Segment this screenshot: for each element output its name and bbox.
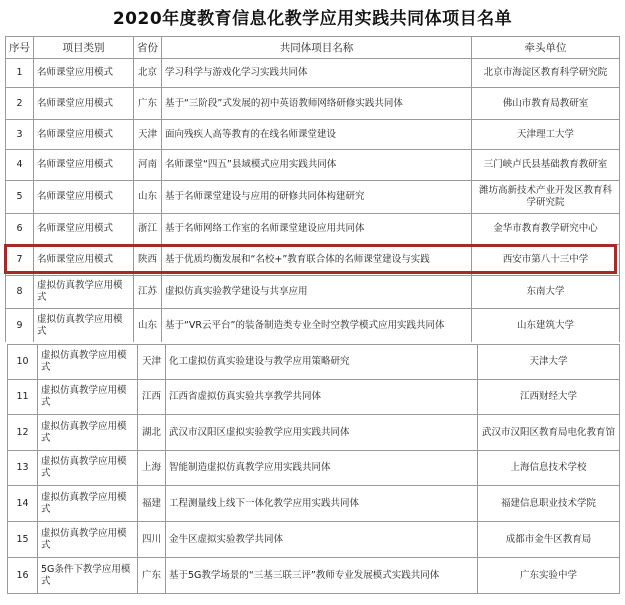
row-category: 名师课堂应用模式 <box>34 59 134 88</box>
row-category: 5G条件下教学应用模式 <box>38 558 138 594</box>
row-category: 名师课堂应用模式 <box>34 120 134 150</box>
row-lead-unit: 天津大学 <box>478 345 620 380</box>
row-number: 1 <box>6 59 34 88</box>
row-province: 上海 <box>138 451 166 486</box>
row-province: 福建 <box>138 486 166 522</box>
row-province: 山东 <box>134 181 162 214</box>
row-category: 名师课堂应用模式 <box>34 150 134 181</box>
row-category: 名师课堂应用模式 <box>34 181 134 214</box>
table-row <box>8 451 620 486</box>
row-project-name: 虚拟仿真实验教学建设与共享应用 <box>162 276 472 309</box>
row-category: 虚拟仿真教学应用模式 <box>38 486 138 522</box>
header-province: 省份 <box>134 37 162 59</box>
row-category: 虚拟仿真教学应用模式 <box>34 276 134 309</box>
row-project-name: 工程测量线上线下一体化教学应用实践共同体 <box>166 486 478 522</box>
row-lead-unit: 金华市教育教学研究中心 <box>472 214 620 245</box>
row-number: 9 <box>6 309 34 343</box>
table-row <box>8 558 620 594</box>
row-project-name: 学习科学与游戏化学习实践共同体 <box>162 59 472 88</box>
row-province: 河南 <box>134 150 162 181</box>
table-row <box>6 181 620 214</box>
row-lead-unit: 福建信息职业技术学院 <box>478 486 620 522</box>
row-number: 4 <box>6 150 34 181</box>
row-province: 山东 <box>134 309 162 343</box>
row-province: 江苏 <box>134 276 162 309</box>
row-lead-unit: 北京市海淀区教育科学研究院 <box>472 59 620 88</box>
row-category: 名师课堂应用模式 <box>34 214 134 245</box>
row-project-name: 基于名师网络工作室的名师课堂建设应用共同体 <box>162 214 472 245</box>
header-lead-unit: 牵头单位 <box>472 37 620 59</box>
table-row <box>6 88 620 120</box>
row-lead-unit: 佛山市教育局教研室 <box>472 88 620 120</box>
row-province: 天津 <box>138 345 166 380</box>
row-project-name: 名师课堂“四五”县域模式应用实践共同体 <box>162 150 472 181</box>
row-project-name: 金牛区虚拟实验教学共同体 <box>166 522 478 558</box>
row-province: 天津 <box>134 120 162 150</box>
project-table-upper <box>5 36 620 343</box>
row-project-name: 化工虚拟仿真实验建设与教学应用策略研究 <box>166 345 478 380</box>
row-category: 虚拟仿真教学应用模式 <box>38 522 138 558</box>
page-title: 2020年度教育信息化教学应用实践共同体项目名单 <box>112 9 513 29</box>
table-row <box>8 345 620 380</box>
table-row <box>6 214 620 245</box>
row-lead-unit: 天津理工大学 <box>472 120 620 150</box>
row-category: 名师课堂应用模式 <box>34 88 134 120</box>
row-province: 北京 <box>134 59 162 88</box>
row-project-name: 智能制造虚拟仿真教学应用实践共同体 <box>166 451 478 486</box>
row-number: 11 <box>8 380 38 415</box>
row-number: 5 <box>6 181 34 214</box>
table-row <box>6 150 620 181</box>
row-lead-unit: 武汉市汉阳区教育局电化教育馆 <box>478 415 620 451</box>
row-province: 四川 <box>138 522 166 558</box>
row-project-name: 面向残疾人高等教育的在线名师课堂建设 <box>162 120 472 150</box>
header-category: 项目类别 <box>34 37 134 59</box>
row-lead-unit: 广东实验中学 <box>478 558 620 594</box>
project-table-lower <box>7 344 620 594</box>
row-lead-unit: 西安市第八十三中学 <box>472 245 620 276</box>
row-category: 虚拟仿真教学应用模式 <box>38 380 138 415</box>
row-project-name: 江西省虚拟仿真实验共享教学共同体 <box>166 380 478 415</box>
row-province: 广东 <box>138 558 166 594</box>
table-row <box>8 522 620 558</box>
row-lead-unit: 上海信息技术学校 <box>478 451 620 486</box>
row-project-name: 基于优质均衡发展和“名校+”教育联合体的名师课堂建设与实践 <box>162 245 472 276</box>
row-number: 10 <box>8 345 38 380</box>
row-project-name: 基于名师课堂建设与应用的研修共同体构建研究 <box>162 181 472 214</box>
row-category: 虚拟仿真教学应用模式 <box>34 309 134 343</box>
header-project-name: 共同体项目名称 <box>162 37 472 59</box>
row-province: 湖北 <box>138 415 166 451</box>
row-number: 2 <box>6 88 34 120</box>
row-project-name: 基于“三阶段”式发展的初中英语教师网络研修实践共同体 <box>162 88 472 120</box>
row-number: 15 <box>8 522 38 558</box>
table-row <box>6 59 620 88</box>
row-category: 虚拟仿真教学应用模式 <box>38 345 138 380</box>
row-number: 7 <box>6 245 34 276</box>
row-project-name: 基于5G教学场景的“三基三联三评”教师专业发展模式实践共同体 <box>166 558 478 594</box>
table-row-highlighted <box>6 245 620 276</box>
row-number: 8 <box>6 276 34 309</box>
header-no: 序号 <box>6 37 34 59</box>
row-lead-unit: 江西财经大学 <box>478 380 620 415</box>
table-row <box>8 380 620 415</box>
row-project-name: 基于“VR云平台”的装备制造类专业全时空教学模式应用实践共同体 <box>162 309 472 343</box>
row-province: 浙江 <box>134 214 162 245</box>
row-number: 16 <box>8 558 38 594</box>
table-row <box>6 309 620 343</box>
row-lead-unit: 三门峡卢氏县基础教育教研室 <box>472 150 620 181</box>
row-category: 虚拟仿真教学应用模式 <box>38 451 138 486</box>
table-row <box>6 276 620 309</box>
row-lead-unit: 成都市金牛区教育局 <box>478 522 620 558</box>
row-number: 14 <box>8 486 38 522</box>
row-category: 名师课堂应用模式 <box>34 245 134 276</box>
row-number: 13 <box>8 451 38 486</box>
row-number: 12 <box>8 415 38 451</box>
row-province: 广东 <box>134 88 162 120</box>
table-header-row <box>6 37 620 59</box>
table-row <box>8 486 620 522</box>
table-row <box>8 415 620 451</box>
row-category: 虚拟仿真教学应用模式 <box>38 415 138 451</box>
row-province: 江西 <box>138 380 166 415</box>
row-number: 6 <box>6 214 34 245</box>
row-number: 3 <box>6 120 34 150</box>
row-lead-unit: 东南大学 <box>472 276 620 309</box>
row-project-name: 武汉市汉阳区虚拟实验教学应用实践共同体 <box>166 415 478 451</box>
table-row <box>6 120 620 150</box>
row-lead-unit: 山东建筑大学 <box>472 309 620 343</box>
row-lead-unit: 潍坊高新技术产业开发区教育科学研究院 <box>472 181 620 214</box>
row-province: 陕西 <box>134 245 162 276</box>
